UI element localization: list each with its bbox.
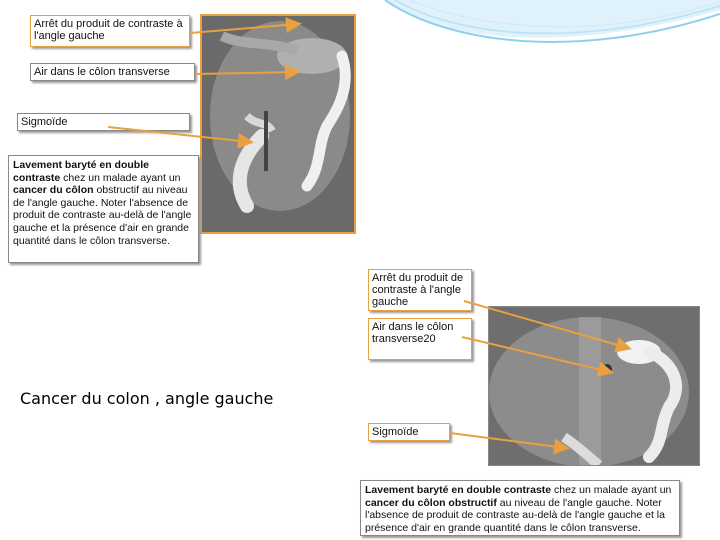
- arrow-sigmoide-top: [108, 127, 250, 142]
- arrow-air-bottom: [462, 337, 610, 372]
- caption-bottom-bold-2: cancer du côlon obstructif: [365, 496, 497, 509]
- caption-top-bold-2: cancer du côlon: [13, 184, 94, 197]
- label-sigmoide-bottom-text: Sigmoïde: [372, 426, 419, 438]
- caption-top-bold-1: Lavement baryté en double contraste: [13, 159, 149, 184]
- caption-top-text-2: obstructif au niveau de l'angle gauche. Noter l'absence de produit de contraste au-delà de l'angle gauche et la présence d'air en grande quantité dans le côlon transverse.: [13, 184, 192, 247]
- caption-bottom-bold-1: Lavement baryté en double contraste: [365, 484, 552, 496]
- label-air-top-text: Air dans le côlon transverse: [34, 66, 170, 78]
- label-air-bottom-text: Air dans le côlon transverse20: [372, 321, 454, 345]
- caption-bottom-text-1: chez un malade ayant un: [551, 484, 672, 496]
- caption-bottom-text-2: au niveau de l'angle gauche. Noter l'absence de produit de contraste au-delà de l'angle gauche et la présence d'air en grande quantité dans le côlon transverse.: [365, 496, 665, 534]
- arrow-sigmoide-bottom: [450, 433, 566, 448]
- arrow-arret-bottom: [464, 301, 628, 348]
- label-sigmoide-top-text: Sigmoïde: [21, 116, 68, 128]
- arrow-air-top: [195, 72, 297, 74]
- slide-title: Cancer du colon , angle gauche: [20, 389, 274, 408]
- arrow-arret-top: [190, 24, 298, 33]
- label-arret-bottom-text: Arrêt du produit de contraste à l'angle gauche: [372, 272, 464, 308]
- label-arret-top-text: Arrêt du produit de contraste à l'angle gauche: [34, 18, 183, 42]
- caption-top-text-1: chez un malade ayant un: [60, 171, 181, 184]
